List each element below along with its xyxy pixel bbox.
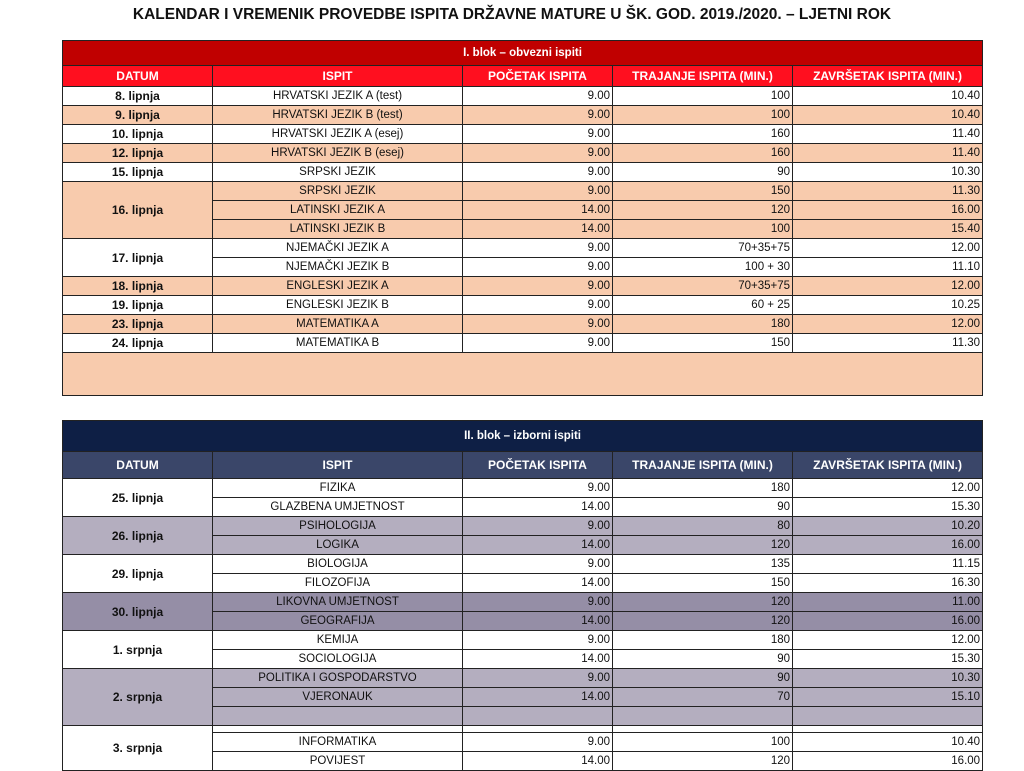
start-cell: 9.00 bbox=[463, 182, 613, 201]
col-header-exam: ISPIT bbox=[213, 452, 463, 479]
start-cell: 9.00 bbox=[463, 479, 613, 498]
exam-cell: SRPSKI JEZIK bbox=[213, 163, 463, 182]
exam-cell: HRVATSKI JEZIK B (test) bbox=[213, 106, 463, 125]
spacer-cell bbox=[463, 726, 613, 733]
duration-cell: 60 + 25 bbox=[613, 296, 793, 315]
exam-cell: FIZIKA bbox=[213, 479, 463, 498]
end-cell: 11.40 bbox=[793, 125, 983, 144]
start-cell: 9.00 bbox=[463, 334, 613, 353]
exam-cell: ENGLESKI JEZIK B bbox=[213, 296, 463, 315]
date-cell: 8. lipnja bbox=[63, 87, 213, 106]
exam-cell: POVIJEST bbox=[213, 752, 463, 771]
duration-cell: 80 bbox=[613, 517, 793, 536]
date-cell: 17. lipnja bbox=[63, 239, 213, 277]
start-cell: 9.00 bbox=[463, 593, 613, 612]
start-cell: 9.00 bbox=[463, 144, 613, 163]
start-cell: 9.00 bbox=[463, 733, 613, 752]
table-row bbox=[63, 239, 983, 258]
table-row bbox=[63, 555, 983, 574]
end-cell: 11.30 bbox=[793, 334, 983, 353]
end-cell: 11.40 bbox=[793, 144, 983, 163]
start-cell: 9.00 bbox=[463, 669, 613, 688]
start-cell: 14.00 bbox=[463, 574, 613, 593]
date-cell: 10. lipnja bbox=[63, 125, 213, 144]
table-row bbox=[63, 277, 983, 296]
duration-cell: 70+35+75 bbox=[613, 277, 793, 296]
start-cell: 14.00 bbox=[463, 201, 613, 220]
start-cell: 9.00 bbox=[463, 106, 613, 125]
exam-cell: FILOZOFIJA bbox=[213, 574, 463, 593]
exam-cell: KEMIJA bbox=[213, 631, 463, 650]
table-row bbox=[63, 631, 983, 650]
table-row bbox=[63, 669, 983, 688]
duration-cell: 135 bbox=[613, 555, 793, 574]
block-spacer bbox=[63, 353, 983, 396]
end-cell: 16.30 bbox=[793, 574, 983, 593]
start-cell: 9.00 bbox=[463, 163, 613, 182]
start-cell: 9.00 bbox=[463, 87, 613, 106]
exam-cell: SRPSKI JEZIK bbox=[213, 182, 463, 201]
end-cell bbox=[793, 707, 983, 726]
duration-cell: 150 bbox=[613, 182, 793, 201]
end-cell: 15.40 bbox=[793, 220, 983, 239]
start-cell: 9.00 bbox=[463, 258, 613, 277]
exam-cell bbox=[213, 707, 463, 726]
duration-cell: 100 bbox=[613, 220, 793, 239]
col-header-exam: ISPIT bbox=[213, 66, 463, 87]
date-cell: 23. lipnja bbox=[63, 315, 213, 334]
exam-cell: LATINSKI JEZIK B bbox=[213, 220, 463, 239]
exam-cell: HRVATSKI JEZIK A (test) bbox=[213, 87, 463, 106]
duration-cell: 150 bbox=[613, 574, 793, 593]
end-cell: 12.00 bbox=[793, 631, 983, 650]
start-cell: 14.00 bbox=[463, 688, 613, 707]
spacer-cell bbox=[793, 726, 983, 733]
table-row bbox=[63, 144, 983, 163]
duration-cell: 120 bbox=[613, 593, 793, 612]
exam-cell: SOCIOLOGIJA bbox=[213, 650, 463, 669]
exam-cell: MATEMATIKA B bbox=[213, 334, 463, 353]
duration-cell: 100 bbox=[613, 106, 793, 125]
start-cell: 9.00 bbox=[463, 125, 613, 144]
col-header-end: ZAVRŠETAK ISPITA (MIN.) bbox=[793, 66, 983, 87]
exam-cell: POLITIKA I GOSPODARSTVO bbox=[213, 669, 463, 688]
duration-cell: 180 bbox=[613, 479, 793, 498]
duration-cell: 160 bbox=[613, 144, 793, 163]
duration-cell: 100 + 30 bbox=[613, 258, 793, 277]
end-cell: 16.00 bbox=[793, 201, 983, 220]
end-cell: 16.00 bbox=[793, 752, 983, 771]
table-row bbox=[63, 479, 983, 498]
exam-cell: GLAZBENA UMJETNOST bbox=[213, 498, 463, 517]
duration-cell: 90 bbox=[613, 650, 793, 669]
date-cell: 26. lipnja bbox=[63, 517, 213, 555]
date-cell: 29. lipnja bbox=[63, 555, 213, 593]
exam-cell: HRVATSKI JEZIK A (esej) bbox=[213, 125, 463, 144]
start-cell: 9.00 bbox=[463, 631, 613, 650]
duration-cell: 120 bbox=[613, 752, 793, 771]
table-row bbox=[63, 334, 983, 353]
end-cell: 15.10 bbox=[793, 688, 983, 707]
duration-cell: 150 bbox=[613, 334, 793, 353]
table-row bbox=[63, 182, 983, 201]
duration-cell: 100 bbox=[613, 733, 793, 752]
exam-cell: NJEMAČKI JEZIK B bbox=[213, 258, 463, 277]
exam-cell: ENGLESKI JEZIK A bbox=[213, 277, 463, 296]
block1-table bbox=[62, 40, 983, 396]
exam-cell: PSIHOLOGIJA bbox=[213, 517, 463, 536]
start-cell: 9.00 bbox=[463, 555, 613, 574]
date-cell: 1. srpnja bbox=[63, 631, 213, 669]
document-title: KALENDAR I VREMENIK PROVEDBE ISPITA DRŽAVNE MATURE U ŠK. GOD. 2019./2020. – LJETNI ROK bbox=[132, 6, 892, 23]
duration-cell: 120 bbox=[613, 201, 793, 220]
duration-cell: 70 bbox=[613, 688, 793, 707]
date-cell: 24. lipnja bbox=[63, 334, 213, 353]
end-cell: 16.00 bbox=[793, 536, 983, 555]
exam-cell: INFORMATIKA bbox=[213, 733, 463, 752]
date-cell: 2. srpnja bbox=[63, 669, 213, 726]
exam-cell: LIKOVNA UMJETNOST bbox=[213, 593, 463, 612]
col-header-start: POČETAK ISPITA bbox=[463, 452, 613, 479]
end-cell: 10.40 bbox=[793, 106, 983, 125]
block2-title: II. blok – izborni ispiti bbox=[63, 421, 983, 452]
end-cell: 15.30 bbox=[793, 498, 983, 517]
end-cell: 16.00 bbox=[793, 612, 983, 631]
date-cell: 12. lipnja bbox=[63, 144, 213, 163]
end-cell: 12.00 bbox=[793, 239, 983, 258]
exam-cell: LOGIKA bbox=[213, 536, 463, 555]
table-row bbox=[63, 106, 983, 125]
exam-cell: LATINSKI JEZIK A bbox=[213, 201, 463, 220]
start-cell: 14.00 bbox=[463, 612, 613, 631]
table-row bbox=[63, 726, 983, 733]
end-cell: 10.30 bbox=[793, 163, 983, 182]
block2-table bbox=[62, 420, 983, 771]
table-row bbox=[63, 315, 983, 334]
start-cell: 9.00 bbox=[463, 517, 613, 536]
duration-cell: 120 bbox=[613, 536, 793, 555]
table-row bbox=[63, 163, 983, 182]
table-row bbox=[63, 125, 983, 144]
date-cell: 19. lipnja bbox=[63, 296, 213, 315]
col-header-duration: TRAJANJE ISPITA (MIN.) bbox=[613, 452, 793, 479]
duration-cell: 160 bbox=[613, 125, 793, 144]
duration-cell bbox=[613, 707, 793, 726]
exam-cell: VJERONAUK bbox=[213, 688, 463, 707]
end-cell: 11.10 bbox=[793, 258, 983, 277]
table-row bbox=[63, 296, 983, 315]
end-cell: 11.00 bbox=[793, 593, 983, 612]
date-cell: 9. lipnja bbox=[63, 106, 213, 125]
start-cell: 14.00 bbox=[463, 536, 613, 555]
start-cell: 14.00 bbox=[463, 650, 613, 669]
duration-cell: 90 bbox=[613, 669, 793, 688]
end-cell: 12.00 bbox=[793, 479, 983, 498]
exam-cell: NJEMAČKI JEZIK A bbox=[213, 239, 463, 258]
end-cell: 11.15 bbox=[793, 555, 983, 574]
start-cell: 14.00 bbox=[463, 752, 613, 771]
spacer-cell bbox=[213, 726, 463, 733]
end-cell: 12.00 bbox=[793, 315, 983, 334]
col-header-start: POČETAK ISPITA bbox=[463, 66, 613, 87]
start-cell: 9.00 bbox=[463, 296, 613, 315]
end-cell: 10.25 bbox=[793, 296, 983, 315]
start-cell: 9.00 bbox=[463, 239, 613, 258]
col-header-date: DATUM bbox=[63, 452, 213, 479]
duration-cell: 90 bbox=[613, 163, 793, 182]
end-cell: 10.40 bbox=[793, 87, 983, 106]
exam-cell: HRVATSKI JEZIK B (esej) bbox=[213, 144, 463, 163]
end-cell: 11.30 bbox=[793, 182, 983, 201]
col-header-duration: TRAJANJE ISPITA (MIN.) bbox=[613, 66, 793, 87]
exam-cell: GEOGRAFIJA bbox=[213, 612, 463, 631]
end-cell: 10.20 bbox=[793, 517, 983, 536]
date-cell: 25. lipnja bbox=[63, 479, 213, 517]
duration-cell: 70+35+75 bbox=[613, 239, 793, 258]
date-cell: 15. lipnja bbox=[63, 163, 213, 182]
table-row bbox=[63, 87, 983, 106]
duration-cell: 100 bbox=[613, 87, 793, 106]
exam-cell: BIOLOGIJA bbox=[213, 555, 463, 574]
date-cell: 18. lipnja bbox=[63, 277, 213, 296]
col-header-date: DATUM bbox=[63, 66, 213, 87]
spacer-cell bbox=[613, 726, 793, 733]
start-cell: 14.00 bbox=[463, 498, 613, 517]
duration-cell: 120 bbox=[613, 612, 793, 631]
date-cell: 3. srpnja bbox=[63, 726, 213, 771]
end-cell: 12.00 bbox=[793, 277, 983, 296]
duration-cell: 180 bbox=[613, 631, 793, 650]
date-cell: 30. lipnja bbox=[63, 593, 213, 631]
duration-cell: 180 bbox=[613, 315, 793, 334]
end-cell: 10.30 bbox=[793, 669, 983, 688]
end-cell: 15.30 bbox=[793, 650, 983, 669]
table-row bbox=[63, 517, 983, 536]
end-cell: 10.40 bbox=[793, 733, 983, 752]
col-header-end: ZAVRŠETAK ISPITA (MIN.) bbox=[793, 452, 983, 479]
start-cell: 9.00 bbox=[463, 277, 613, 296]
start-cell bbox=[463, 707, 613, 726]
block1-title: I. blok – obvezni ispiti bbox=[63, 41, 983, 66]
duration-cell: 90 bbox=[613, 498, 793, 517]
start-cell: 14.00 bbox=[463, 220, 613, 239]
table-row bbox=[63, 593, 983, 612]
date-cell: 16. lipnja bbox=[63, 182, 213, 239]
exam-cell: MATEMATIKA A bbox=[213, 315, 463, 334]
start-cell: 9.00 bbox=[463, 315, 613, 334]
